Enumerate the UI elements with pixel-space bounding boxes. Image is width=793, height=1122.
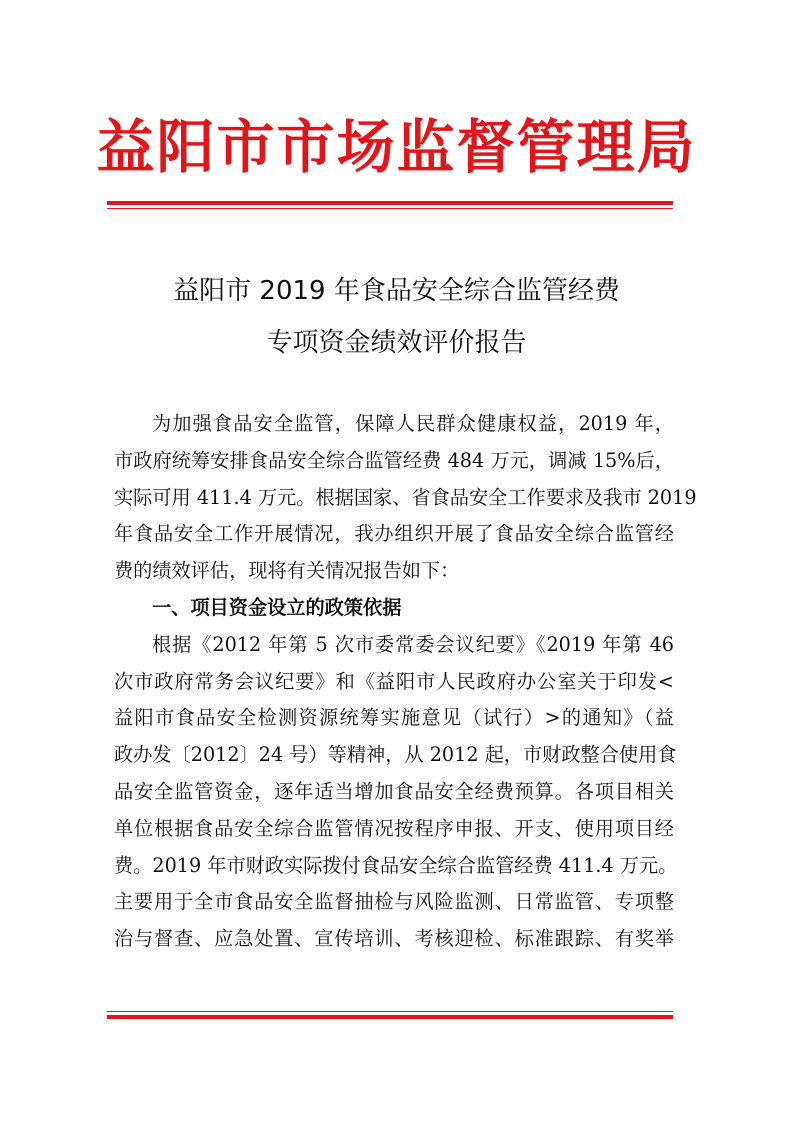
paragraph-line: 为加强食品安全监管，保障人民群众健康权益，2019 年， <box>152 412 674 435</box>
paragraph-line: 费的绩效评估，现将有关情况报告如下： <box>114 559 460 583</box>
paragraph-line: 品安全监管资金，逐年适当增加食品安全经费预算。各项目相关 <box>114 779 674 803</box>
paragraph-line: 费。2019 年市财政实际拨付食品安全综合监管经费 411.4 万元。 <box>114 853 678 877</box>
paragraph-line: 主要用于全市食品安全监督抽检与风险监测、日常监管、专项整 <box>114 890 674 914</box>
document-title-line-1: 益阳市 2019 年食品安全综合监管经费 <box>173 276 620 306</box>
paragraph-line: 根据《2012 年第 5 次市委常委会议纪要》《2019 年第 46 <box>152 632 674 656</box>
letterhead-org-name: 益阳市市场监督管理局 <box>96 113 697 181</box>
paragraph-line: 益阳市食品安全检测资源统筹实施意见（试行）>的通知》（益 <box>114 706 674 730</box>
section-heading: 一、项目资金设立的政策依据 <box>152 595 402 619</box>
paragraph-line: 单位根据食品安全综合监管情况按程序申报、开支、使用项目经 <box>114 816 674 840</box>
paragraph-line: 政办发〔2012〕24 号）等精神，从 2012 起，市财政整合使用食 <box>114 743 677 767</box>
footer-double-rule <box>107 1011 673 1019</box>
paragraph-line: 治与督查、应急处置、宣传培训、考核迎检、标准跟踪、有奖举 <box>114 927 674 951</box>
paragraph-line: 年食品安全工作开展情况，我办组织开展了食品安全综合监管经 <box>114 522 674 546</box>
paragraph-line: 实际可用 411.4 万元。根据国家、省食品安全工作要求及我市 2019 <box>114 485 697 509</box>
paragraph-line: 次市政府常务会议纪要》和《益阳市人民政府办公室关于印发< <box>114 669 674 693</box>
header-double-rule <box>107 201 673 209</box>
document-body <box>114 406 697 958</box>
paragraph-line: 市政府统筹安排食品安全综合监管经费 484 万元，调减 15%后， <box>114 448 674 472</box>
document-title-line-2: 专项资金绩效评价报告 <box>266 328 527 358</box>
